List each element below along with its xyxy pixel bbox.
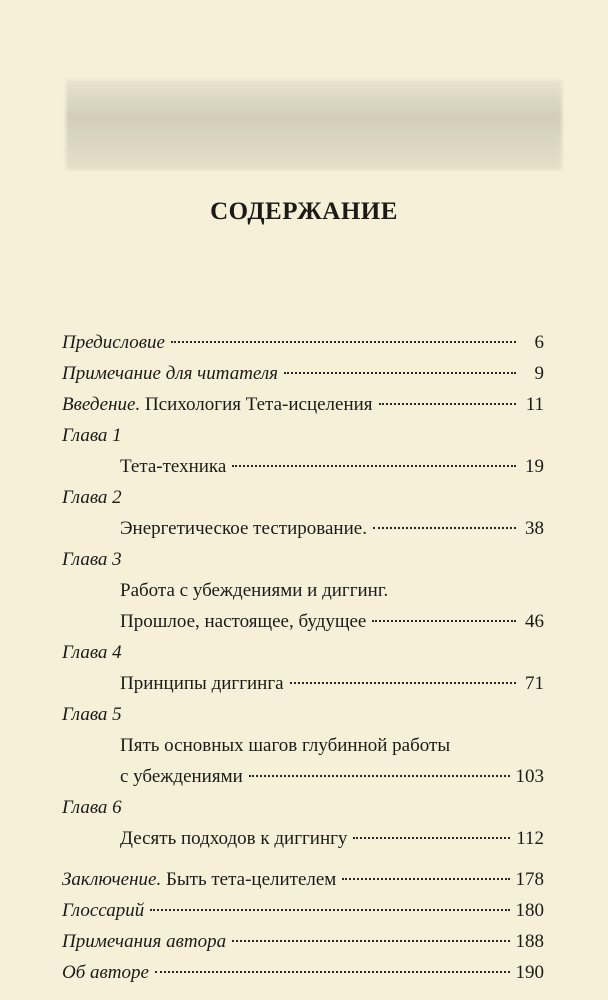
toc-entry-chapter-5-line1: Пять основных шагов глубинной работы	[120, 735, 451, 756]
chapter-label-2: Глава 2	[62, 487, 122, 508]
toc-entry-chapter-2	[62, 518, 544, 549]
chapter-label-5: Глава 5	[62, 704, 122, 725]
toc-entry-title: Прошлое, настоящее, будущее	[120, 611, 367, 632]
dot-leader	[150, 909, 509, 911]
toc-page-number: 188	[515, 931, 544, 952]
show-through-text	[66, 80, 562, 170]
toc-entry-author-notes	[62, 931, 544, 962]
dot-leader	[232, 465, 516, 467]
toc-entry-chapter-4	[62, 673, 544, 704]
dot-leader	[155, 971, 510, 973]
toc-entry-preface	[62, 332, 544, 363]
toc-page-number: 38	[525, 518, 544, 539]
dot-leader	[232, 940, 509, 942]
toc-entry-title: Примечания автора	[62, 931, 227, 952]
toc-page-number: 190	[515, 962, 544, 983]
toc-page-number: 46	[525, 611, 544, 632]
dot-leader	[290, 682, 516, 684]
toc-entry-title: Предисловие	[62, 332, 165, 353]
dot-leader	[171, 341, 516, 343]
chapter-label-4: Глава 4	[62, 642, 122, 663]
chapter-label-6: Глава 6	[62, 797, 122, 818]
toc-entry-about	[62, 962, 544, 993]
toc-entry-title: с убеждениями	[120, 766, 243, 787]
toc-entry-glossary	[62, 900, 544, 931]
dot-leader	[342, 878, 509, 880]
toc-page-number: 9	[534, 363, 544, 384]
toc-entry-title: Десять подходов к диггингу	[120, 828, 348, 849]
toc-entry-chapter-3	[62, 611, 544, 642]
chapter-label-1: Глава 1	[62, 425, 122, 446]
toc-entry-title-italic: Заключение.	[62, 869, 162, 890]
toc-entry-intro	[62, 394, 544, 425]
toc-page-number: 180	[515, 900, 544, 921]
toc-page-number: 178	[515, 869, 544, 890]
dot-leader	[373, 527, 516, 529]
toc-entry-title: Принципы диггинга	[120, 673, 284, 694]
toc-entry-note	[62, 363, 544, 394]
table-of-contents	[62, 332, 544, 993]
toc-entry-chapter-1	[62, 456, 544, 487]
toc-entry-title: Об авторе	[62, 962, 149, 983]
toc-entry-title	[62, 394, 373, 416]
toc-entry-title-italic: Введение.	[62, 394, 141, 415]
toc-entry-title	[62, 869, 336, 891]
toc-entry-title: Примечание для читателя	[62, 363, 278, 384]
toc-page-number: 112	[516, 828, 544, 849]
toc-entry-title: Энергетическое тестирование.	[120, 518, 367, 539]
dot-leader	[249, 775, 510, 777]
dot-leader	[353, 837, 510, 839]
toc-entry-title-rest: Быть тета-целителем	[161, 869, 337, 890]
toc-page-number: 19	[525, 456, 544, 477]
dot-leader	[379, 403, 516, 405]
toc-entry-chapter-3-line1: Работа с убеждениями и диггинг.	[120, 580, 389, 601]
toc-page-number: 103	[515, 766, 544, 787]
toc-entry-conclusion	[62, 869, 544, 900]
toc-entry-title: Тета-техника	[120, 456, 227, 477]
toc-entry-title: Глоссарий	[62, 900, 145, 921]
toc-entry-chapter-6	[62, 828, 544, 859]
toc-entry-title-rest: Психология Тета-исцеления	[140, 394, 373, 415]
dot-leader	[372, 620, 516, 622]
toc-page-number: 71	[525, 673, 544, 694]
chapter-label-3: Глава 3	[62, 549, 122, 570]
toc-page-number: 6	[534, 332, 544, 353]
toc-page-number: 11	[525, 394, 544, 415]
page-title: СОДЕРЖАНИЕ	[210, 198, 398, 225]
toc-entry-chapter-5	[62, 766, 544, 797]
dot-leader	[284, 372, 516, 374]
